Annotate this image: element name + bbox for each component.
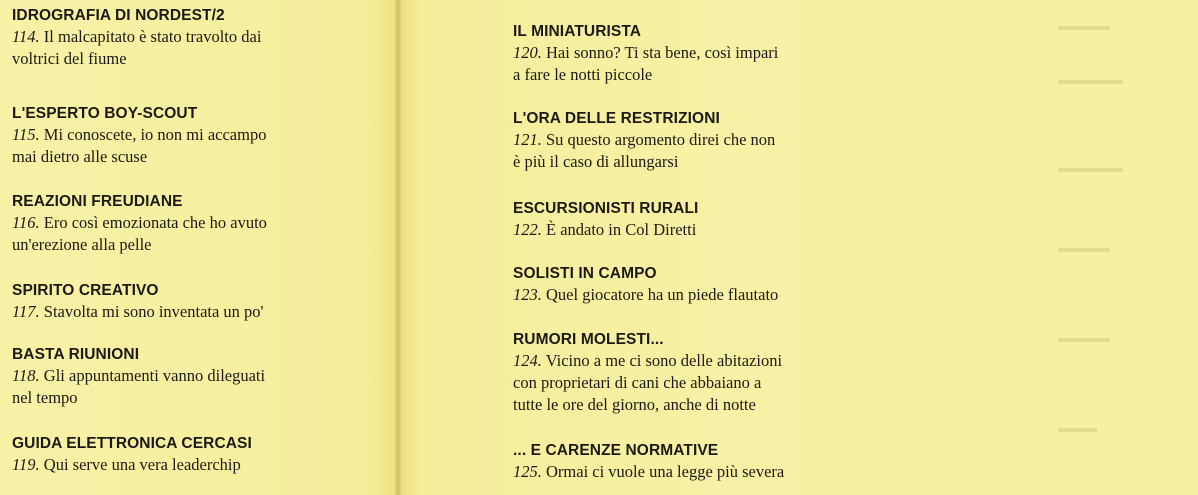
entry-line: Quel giocatore ha un piede flautato — [546, 285, 779, 304]
entry-title: ... E CARENZE NORMATIVE — [513, 442, 719, 459]
entry-line: Hai sonno? Ti sta bene, così impari — [546, 43, 779, 62]
entry-number: 118. — [12, 366, 40, 385]
entry-text — [12, 124, 266, 168]
entry-title: ESCURSIONISTI RURALI — [513, 200, 699, 217]
entry-119 — [12, 434, 252, 476]
book-gutter — [394, 0, 402, 495]
entry-title: RUMORI MOLESTI... — [513, 331, 664, 348]
entry-number: 119. — [12, 455, 40, 474]
entry-title: L'ORA DELLE RESTRIZIONI — [513, 110, 720, 127]
entry-line: Mi conoscete, io non mi accampo — [43, 125, 267, 144]
entry-title: IL MINIATURISTA — [513, 23, 642, 40]
entry-117 — [12, 281, 264, 323]
entry-number: 116. — [12, 213, 40, 232]
show-through-bleed: ▬▬▬▬ ▬▬▬▬▬ ▬▬▬▬▬ ▬▬▬▬ ▬▬▬▬ ▬▬▬ — [1058, 18, 1123, 435]
entry-text — [12, 26, 261, 70]
entry-line: Vicino a me ci sono delle abitazioni — [545, 351, 783, 370]
entry-114 — [12, 6, 261, 70]
entry-number: 124. — [513, 351, 542, 370]
entry-title: SOLISTI IN CAMPO — [513, 265, 657, 282]
left-page — [0, 0, 398, 495]
entry-text — [513, 219, 698, 241]
entry-title: L'ESPERTO BOY-SCOUT — [12, 105, 198, 122]
entry-125 — [513, 441, 784, 483]
entry-line: a fare le notti piccole — [513, 65, 653, 84]
entry-122 — [513, 199, 698, 241]
entry-text — [12, 454, 252, 476]
entry-number: 114. — [12, 27, 40, 46]
entry-text — [12, 365, 265, 409]
entry-number: 120. — [513, 43, 542, 62]
entry-title: REAZIONI FREUDIANE — [12, 193, 183, 210]
entry-number: 121. — [513, 130, 542, 149]
entry-line: Ormai ci vuole una legge più severa — [546, 462, 785, 481]
entry-number: 115. — [12, 125, 40, 144]
entry-line: è più il caso di allungarsi — [513, 152, 679, 171]
entry-line: nel tempo — [12, 388, 78, 407]
entry-line: mai dietro alle scuse — [12, 147, 148, 166]
entry-number: 125. — [513, 462, 542, 481]
entry-line: Ero così emozionata che ho avuto — [43, 213, 267, 232]
entry-line: Qui serve una vera leaderchip — [43, 455, 241, 474]
entry-124 — [513, 330, 782, 416]
entry-number: 122. — [513, 220, 542, 239]
entry-title: GUIDA ELETTRONICA CERCASI — [12, 435, 252, 452]
entry-line: Su questo argomento direi che non — [546, 130, 776, 149]
entry-title: BASTA RIUNIONI — [12, 346, 140, 363]
entry-text — [513, 461, 784, 483]
entry-line: Stavolta mi sono inventata un po' — [43, 302, 264, 321]
entry-text — [12, 301, 264, 323]
entry-text — [513, 284, 778, 306]
entry-line: È andato in Col Diretti — [546, 220, 697, 239]
entry-text — [12, 212, 267, 256]
entry-115 — [12, 104, 266, 168]
entry-line: con proprietari di cani che abbaiano a — [513, 373, 762, 392]
entry-number: 117. — [12, 302, 40, 321]
entry-text — [513, 129, 775, 173]
entry-121 — [513, 109, 775, 173]
entry-number: 123. — [513, 285, 542, 304]
entry-123 — [513, 264, 778, 306]
entry-text — [513, 42, 778, 86]
entry-line: un'erezione alla pelle — [12, 235, 152, 254]
entry-line: voltrici del fiume — [12, 49, 127, 68]
entry-line: Il malcapitato è stato travolto dai — [43, 27, 262, 46]
entry-text — [513, 350, 782, 416]
entry-title: IDROGRAFIA DI NORDEST/2 — [12, 7, 225, 24]
entry-120 — [513, 22, 778, 86]
entry-116 — [12, 192, 267, 256]
entry-118 — [12, 345, 265, 409]
entry-title: SPIRITO CREATIVO — [12, 282, 159, 299]
entry-line: tutte le ore del giorno, anche di notte — [513, 395, 756, 414]
entry-line: Gli appuntamenti vanno dileguati — [43, 366, 266, 385]
